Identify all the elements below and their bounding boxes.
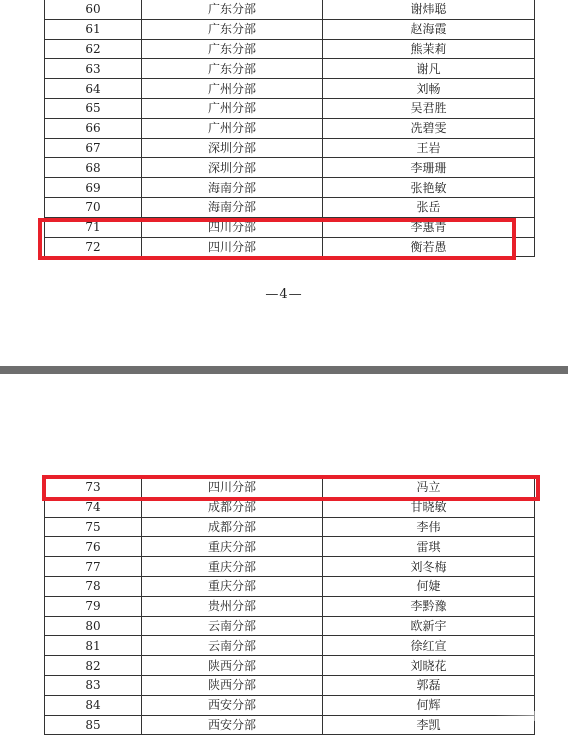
person-name-cell: 谢凡 — [323, 59, 535, 79]
person-name-cell: 熊茉莉 — [323, 39, 535, 59]
row-number-cell: 77 — [45, 557, 142, 577]
row-number-cell: 74 — [45, 497, 142, 517]
table-row — [45, 656, 535, 676]
person-name-cell: 李凯 — [323, 715, 535, 735]
branch-cell: 深圳分部 — [142, 158, 323, 178]
person-name-cell: 谢炜聪 — [323, 0, 535, 19]
branch-cell: 四川分部 — [142, 478, 323, 498]
row-number-cell: 64 — [45, 79, 142, 99]
person-name-cell: 李珊珊 — [323, 158, 535, 178]
row-number-cell: 66 — [45, 118, 142, 138]
branch-cell: 成都分部 — [142, 517, 323, 537]
row-number-cell: 69 — [45, 178, 142, 198]
row-number-cell: 82 — [45, 656, 142, 676]
table-row — [45, 715, 535, 735]
table-row — [45, 158, 535, 178]
person-name-cell: 王岩 — [323, 138, 535, 158]
table-row — [45, 39, 535, 59]
person-name-cell: 冯立 — [323, 478, 535, 498]
person-name-cell: 吴君胜 — [323, 98, 535, 118]
branch-cell: 四川分部 — [142, 237, 323, 257]
person-name-cell: 冼碧雯 — [323, 118, 535, 138]
table-row — [45, 695, 535, 715]
person-name-cell: 刘晓花 — [323, 656, 535, 676]
row-number-cell: 63 — [45, 59, 142, 79]
branch-cell: 贵州分部 — [142, 596, 323, 616]
person-name-cell: 李黔豫 — [323, 596, 535, 616]
table-row — [45, 517, 535, 537]
row-number-cell: 65 — [45, 98, 142, 118]
row-number-cell: 76 — [45, 537, 142, 557]
table-row — [45, 19, 535, 39]
branch-cell: 成都分部 — [142, 497, 323, 517]
branch-cell: 广东分部 — [142, 0, 323, 19]
branch-cell: 四川分部 — [142, 217, 323, 237]
row-number-cell: 72 — [45, 237, 142, 257]
row-number-cell: 80 — [45, 616, 142, 636]
table-row — [45, 118, 535, 138]
row-number-cell: 70 — [45, 197, 142, 217]
person-name-cell: 赵海霞 — [323, 19, 535, 39]
person-name-cell: 甘晓敏 — [323, 497, 535, 517]
row-number-cell: 73 — [45, 478, 142, 498]
branch-cell: 云南分部 — [142, 616, 323, 636]
table-row — [45, 576, 535, 596]
person-name-cell: 张岳 — [323, 197, 535, 217]
table-row — [45, 557, 535, 577]
table-row — [45, 636, 535, 656]
roster-table-page-2 — [44, 477, 535, 735]
person-name-cell: 衡若愚 — [323, 237, 535, 257]
row-number-cell: 84 — [45, 695, 142, 715]
table-row — [45, 197, 535, 217]
branch-cell: 海南分部 — [142, 178, 323, 198]
row-number-cell: 71 — [45, 217, 142, 237]
table-row — [45, 0, 535, 19]
table-row — [45, 497, 535, 517]
document-page-2 — [0, 374, 568, 735]
person-name-cell: 欧新宇 — [323, 616, 535, 636]
branch-cell: 深圳分部 — [142, 138, 323, 158]
branch-cell: 广东分部 — [142, 39, 323, 59]
page-separator — [0, 366, 568, 374]
branch-cell: 广州分部 — [142, 98, 323, 118]
table-row — [45, 98, 535, 118]
table-row — [45, 616, 535, 636]
person-name-cell: 张艳敏 — [323, 178, 535, 198]
page-number: —4— — [265, 287, 303, 302]
branch-cell: 陕西分部 — [142, 656, 323, 676]
branch-cell: 重庆分部 — [142, 557, 323, 577]
row-number-cell: 78 — [45, 576, 142, 596]
row-number-cell: 68 — [45, 158, 142, 178]
table-row — [45, 237, 535, 257]
table-row — [45, 79, 535, 99]
row-number-cell: 75 — [45, 517, 142, 537]
person-name-cell: 李惠青 — [323, 217, 535, 237]
branch-cell: 广州分部 — [142, 79, 323, 99]
table-row — [45, 596, 535, 616]
person-name-cell: 雷琪 — [323, 537, 535, 557]
document-page-1 — [0, 0, 568, 366]
branch-cell: 广东分部 — [142, 59, 323, 79]
branch-cell: 云南分部 — [142, 636, 323, 656]
row-number-cell: 61 — [45, 19, 142, 39]
table-row — [45, 675, 535, 695]
row-number-cell: 62 — [45, 39, 142, 59]
branch-cell: 海南分部 — [142, 197, 323, 217]
person-name-cell: 何婕 — [323, 576, 535, 596]
person-name-cell: 刘冬梅 — [323, 557, 535, 577]
table-row — [45, 138, 535, 158]
branch-cell: 重庆分部 — [142, 576, 323, 596]
table-row — [45, 178, 535, 198]
branch-cell: 西安分部 — [142, 715, 323, 735]
person-name-cell: 李伟 — [323, 517, 535, 537]
person-name-cell: 刘畅 — [323, 79, 535, 99]
row-number-cell: 79 — [45, 596, 142, 616]
branch-cell: 重庆分部 — [142, 537, 323, 557]
roster-table-page-1 — [44, 0, 535, 257]
table-row — [45, 217, 535, 237]
person-name-cell: 郭磊 — [323, 675, 535, 695]
row-number-cell: 60 — [45, 0, 142, 19]
row-number-cell: 85 — [45, 715, 142, 735]
row-number-cell: 83 — [45, 675, 142, 695]
watermark-overlay — [494, 711, 564, 721]
person-name-cell: 徐红宣 — [323, 636, 535, 656]
row-number-cell: 81 — [45, 636, 142, 656]
branch-cell: 陕西分部 — [142, 675, 323, 695]
branch-cell: 广州分部 — [142, 118, 323, 138]
table-row — [45, 59, 535, 79]
table-row — [45, 537, 535, 557]
branch-cell: 广东分部 — [142, 19, 323, 39]
person-name-cell: 何辉 — [323, 695, 535, 715]
row-number-cell: 67 — [45, 138, 142, 158]
table-row — [45, 478, 535, 498]
branch-cell: 西安分部 — [142, 695, 323, 715]
